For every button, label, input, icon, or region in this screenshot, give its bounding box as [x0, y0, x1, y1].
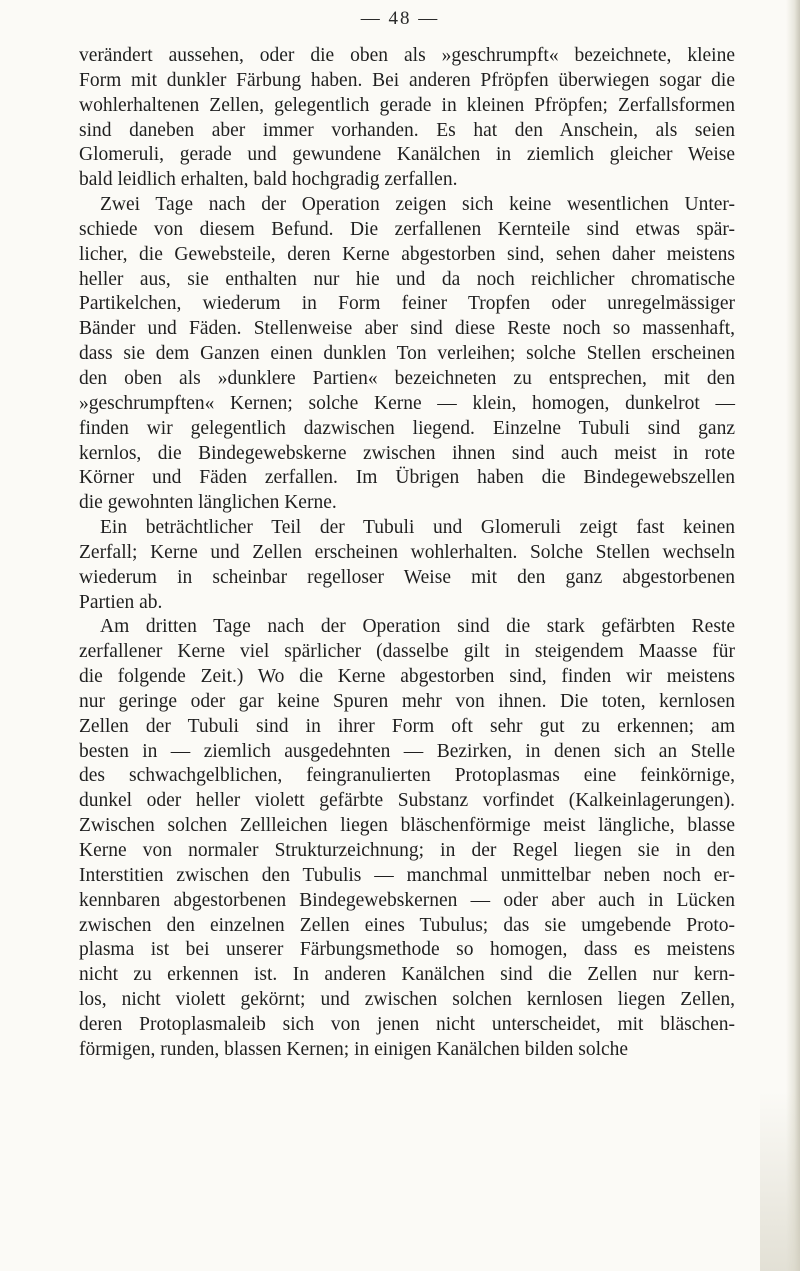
- page-corner-shadow: [760, 1091, 800, 1271]
- text-line: los, nicht violett gekörnt; und zwischen solchen kernlosen liegen Zellen,: [79, 989, 735, 1011]
- text-line: die gewohnten länglichen Kerne.: [79, 492, 337, 514]
- text-line: Kerne von normaler Strukturzeichnung; in der Regel liegen sie in den: [79, 840, 735, 861]
- page-number-header: — 48 —: [360, 8, 440, 29]
- page-edge-shadow: [786, 0, 800, 1271]
- text-line: nicht zu erkennen ist. In anderen Kanälchen sind die Zellen nur kern-: [79, 964, 735, 986]
- text-line: Glomeruli, gerade und gewundene Kanälchen in ziemlich gleicher Weise: [79, 144, 735, 166]
- text-line: »geschrumpften« Kernen; solche Kerne — klein, homogen, dunkelrot —: [79, 392, 735, 414]
- paragraph: [79, 615, 735, 1062]
- text-line: deren Protoplasmaleib sich von jenen nicht unterscheidet, mit bläschen-: [79, 1013, 735, 1035]
- text-line: finden wir gelegentlich dazwischen liegend. Einzelne Tubuli sind ganz: [79, 417, 735, 439]
- text-line: kennbaren abgestorbenen Bindegewebskernen — oder aber auch in Lücken: [79, 889, 735, 911]
- text-line: Ein beträchtlicher Teil der Tubuli und Glomeruli zeigt fast keinen: [100, 517, 735, 539]
- text-line: bald leidlich erhalten, bald hochgradig zerfallen.: [79, 169, 458, 191]
- text-line: Zerfall; Kerne und Zellen erscheinen wohlerhalten. Solche Stellen wechseln: [79, 541, 735, 563]
- text-line: Am dritten Tage nach der Operation sind die stark gefärbten Reste: [100, 616, 735, 638]
- text-line: sind daneben aber immer vorhanden. Es hat den Anschein, als seien: [79, 119, 735, 141]
- text-line: förmigen, runden, blassen Kernen; in einigen Kanälchen bilden solche: [79, 1038, 629, 1060]
- text-line: kernlos, die Bindegewebskerne zwischen ihnen sind auch meist in rote: [79, 442, 735, 464]
- text-line: nur geringe oder gar keine Spuren mehr von ihnen. Die toten, kernlosen: [79, 690, 735, 712]
- text-line: wohlerhaltenen Zellen, gelegentlich gerade in kleinen Pfröpfen; Zerfallsformen: [79, 94, 735, 116]
- text-line: des schwachgelblichen, feingranulierten Protoplasmas eine feinkörnige,: [79, 765, 735, 787]
- text-line: wiederum in scheinbar regelloser Weise mit den ganz abgestorbenen: [79, 566, 735, 588]
- text-line: Körner und Fäden zerfallen. Im Übrigen haben die Bindegewebszellen: [79, 467, 735, 489]
- text-line: Zwei Tage nach der Operation zeigen sich keine wesentlichen Unter-: [100, 194, 735, 216]
- text-line: die folgende Zeit.) Wo die Kerne abgestorben sind, finden wir meistens: [79, 666, 735, 688]
- paragraph: [79, 516, 735, 615]
- text-line: plasma ist bei unserer Färbungsmethode so homogen, dass es meistens: [79, 939, 735, 961]
- text-line: besten in — ziemlich ausgedehnten — Bezirken, in denen sich an Stelle: [79, 740, 735, 762]
- text-line: heller aus, sie enthalten nur hie und da noch reichlicher chromatische: [79, 268, 735, 290]
- text-line: den oben als »dunklere Partien« bezeichneten zu entsprechen, mit den: [79, 367, 735, 389]
- body-text: [79, 44, 735, 1063]
- text-line: Zwischen solchen Zellleichen liegen bläschenförmige meist längliche, blasse: [79, 815, 735, 837]
- text-line: dass sie dem Ganzen einen dunklen Ton verleihen; solche Stellen erscheinen: [79, 343, 735, 365]
- text-line: Partien ab.: [79, 591, 163, 613]
- text-line: Zellen der Tubuli sind in ihrer Form oft sehr gut zu erkennen; am: [79, 715, 735, 737]
- text-line: schiede von diesem Befund. Die zerfallenen Kernteile sind etwas spär-: [79, 218, 735, 240]
- text-line: Bänder und Fäden. Stellenweise aber sind diese Reste noch so massenhaft,: [79, 318, 735, 340]
- text-line: licher, die Gewebsteile, deren Kerne abgestorben sind, sehen daher meistens: [79, 243, 735, 265]
- paragraph: [79, 193, 735, 516]
- text-line: verändert aussehen, oder die oben als »geschrumpft« bezeichnete, kleine: [79, 45, 735, 66]
- text-line: zwischen den einzelnen Zellen eines Tubulus; das sie umgebende Proto-: [79, 914, 735, 936]
- paragraph: [79, 44, 735, 193]
- text-line: Form mit dunkler Färbung haben. Bei anderen Pfröpfen überwiegen sogar die: [79, 69, 735, 91]
- text-line: Partikelchen, wiederum in Form feiner Tropfen oder unregelmässiger: [79, 293, 735, 315]
- text-line: Interstitien zwischen den Tubulis — manchmal unmittelbar neben noch er-: [79, 864, 735, 886]
- text-line: dunkel oder heller violett gefärbte Substanz vorfindet (Kalkeinlagerungen).: [79, 790, 735, 812]
- text-line: zerfallener Kerne viel spärlicher (dasselbe gilt in steigendem Maasse für: [79, 641, 735, 663]
